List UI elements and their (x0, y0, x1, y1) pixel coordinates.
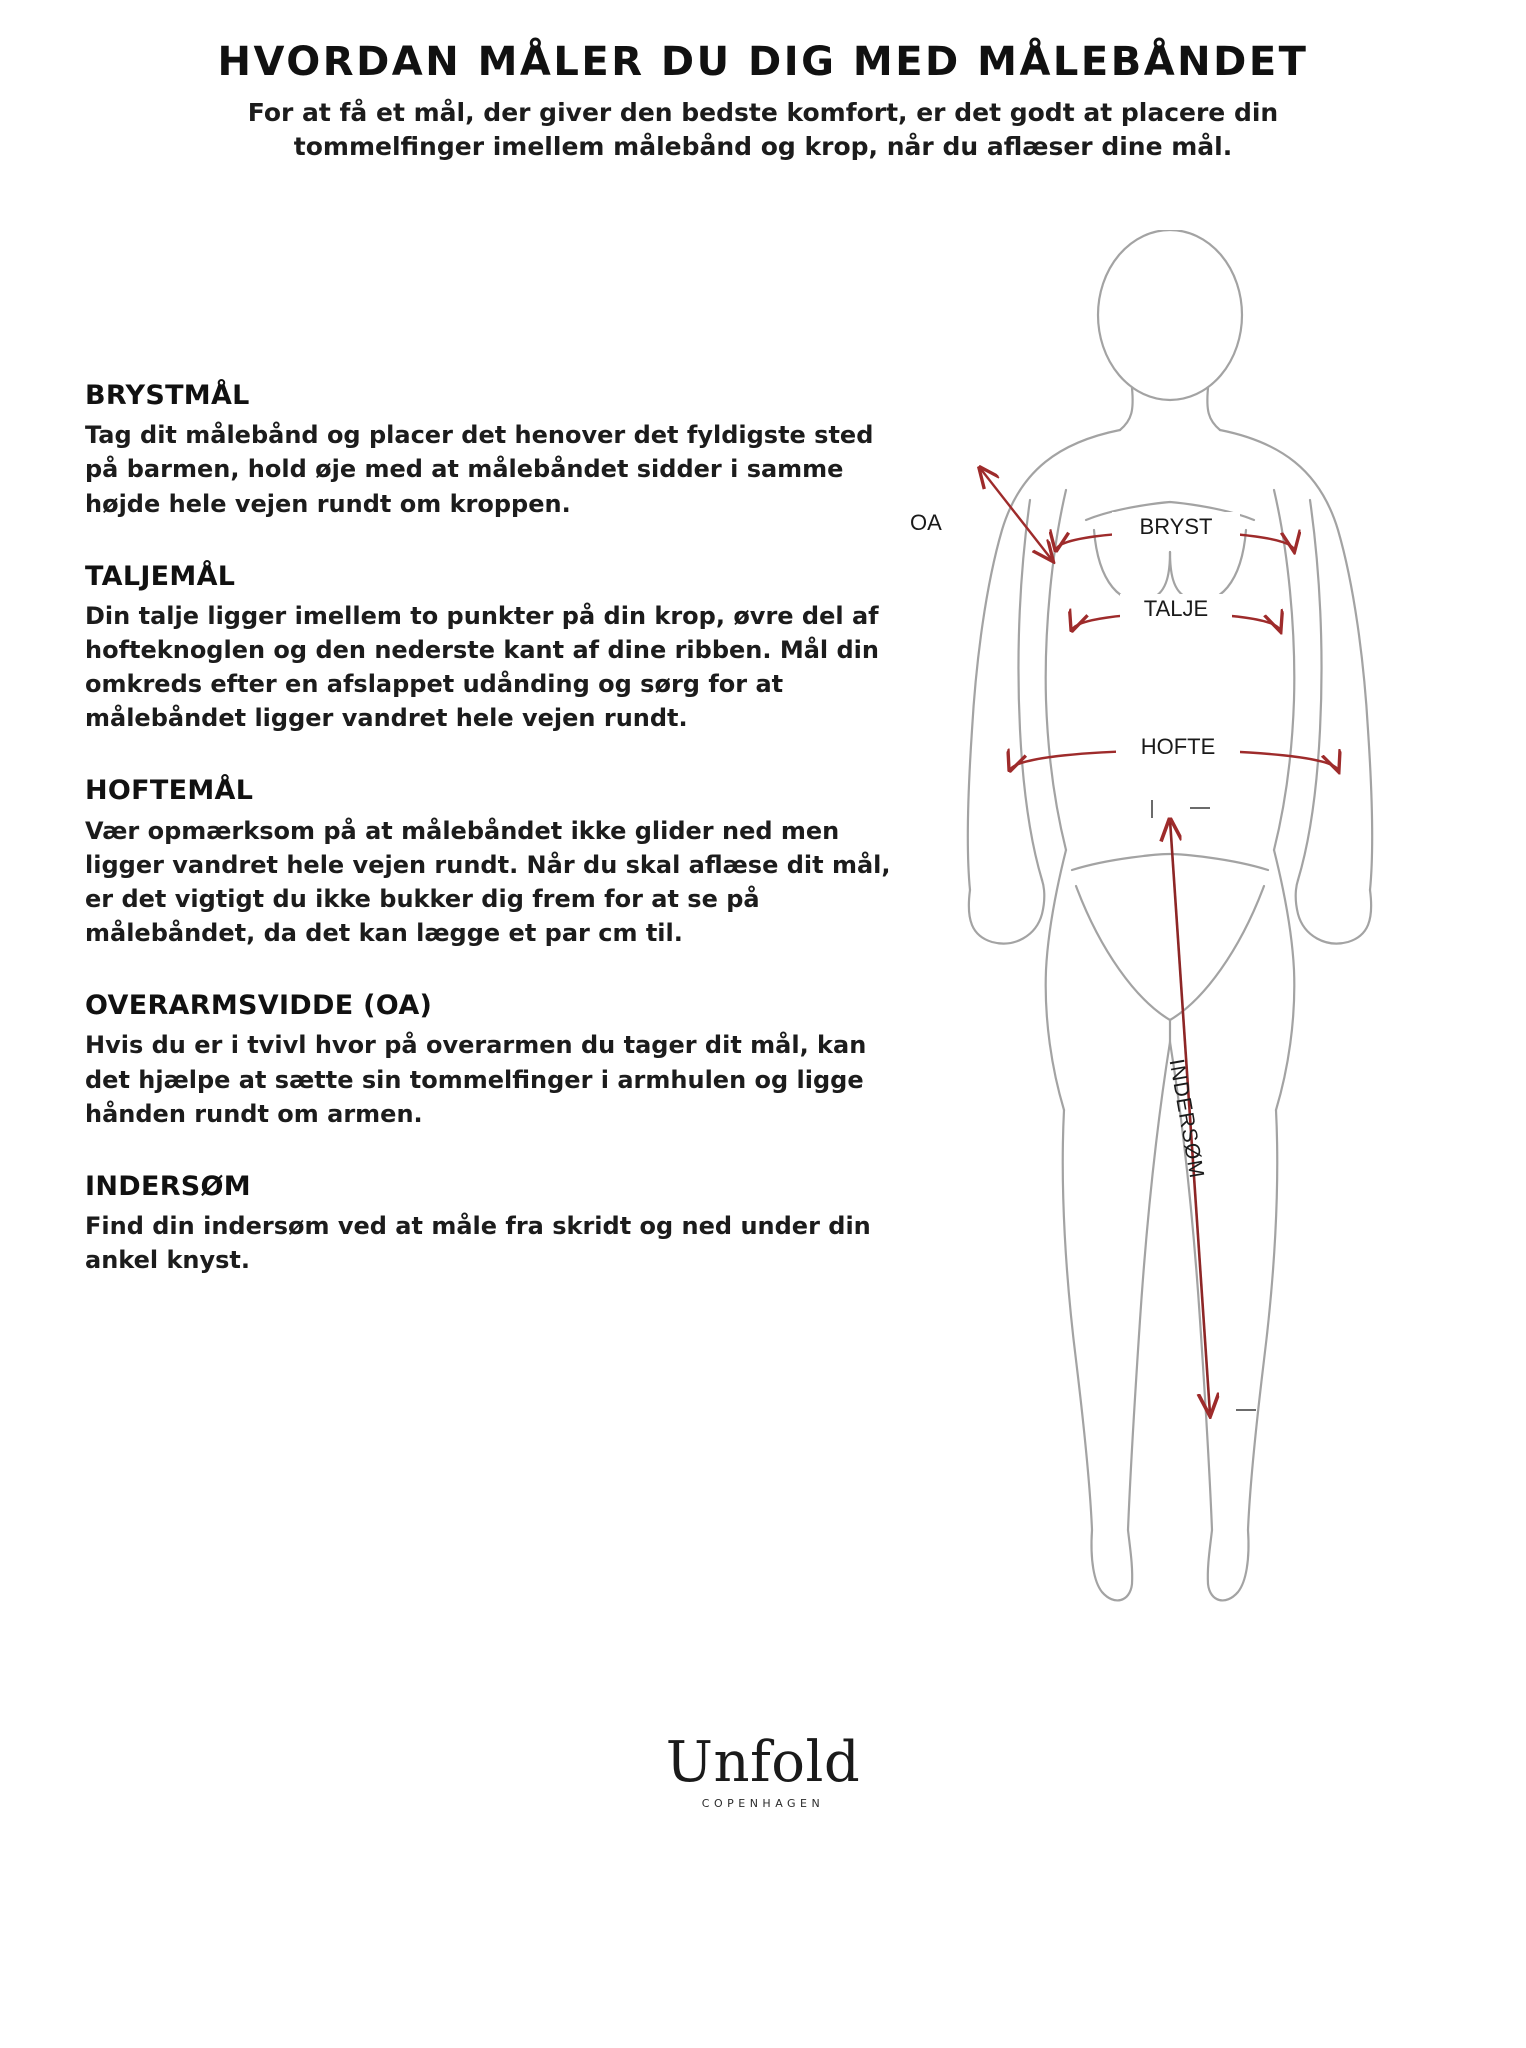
section-taljemaal (85, 561, 895, 736)
brand-logo (0, 1730, 1526, 1810)
instructions-column (85, 380, 895, 1317)
page-header (0, 40, 1526, 164)
section-hoftemaal (85, 775, 895, 950)
measure-label-oa: OA (910, 510, 942, 535)
brand-tagline: COPENHAGEN (701, 1797, 825, 1810)
section-heading: INDERSØM (85, 1170, 251, 1202)
body-measurement-diagram (880, 230, 1460, 1660)
section-body: Vær opmærksom på at målebåndet ikke glider ned men ligger vandret hele vejen rundt. Når du skal aflæse dit mål, er det vigtigt du ikke bukker dig frem for at se på målebåndet, da det kan lægge et par cm til. (85, 816, 891, 947)
measure-label-indersom: INDERSØM (1164, 1057, 1209, 1181)
measure-indersom (1152, 800, 1256, 1414)
section-heading: HOFTEMÅL (85, 775, 254, 807)
section-heading: OVERARMSVIDDE (OA) (85, 990, 433, 1022)
measure-talje (1072, 594, 1280, 630)
section-indersoem (85, 1171, 895, 1278)
measure-label-hofte: HOFTE (1140, 734, 1216, 759)
section-body: Find din indersøm ved at måle fra skridt og ned under din ankel knyst. (85, 1212, 871, 1275)
measure-label-bryst: BRYST (1139, 514, 1213, 539)
measure-oa (910, 468, 1052, 560)
section-heading: BRYSTMÅL (85, 380, 250, 411)
section-body: Hvis du er i tvivl hvor på overarmen du tager dit mål, kan det hjælpe at sætte sin tommelfinger i armhulen og ligge hånden rundt om armen. (85, 1031, 867, 1128)
measure-label-talje: TALJE (1143, 596, 1209, 621)
section-body: Tag dit målebånd og placer det henover det fyldigste sted på barmen, hold øje med at målebåndet sidder i samme højde hele vejen rundt om kroppen. (85, 421, 874, 518)
section-brystmaal (85, 380, 895, 521)
section-overarmsvidde (85, 990, 895, 1131)
page-subtitle: For at få et mål, der giver den bedste komfort, er det godt at placere din tommelfinger imellem målebånd og krop, når du aflæser dine mål. (247, 98, 1279, 161)
body-outline-silhouette (968, 230, 1372, 1600)
page-title: HVORDAN MÅLER DU DIG MED MÅLEBÅNDET (217, 39, 1309, 85)
section-body: Din talje ligger imellem to punkter på din krop, øvre del af hofteknoglen og den nederste kant af dine ribben. Mål din omkreds efter en afslappet udånding og sørg for at målebåndet ligger vandret hele vejen rundt. (85, 602, 879, 733)
section-heading: TALJEMÅL (85, 560, 236, 592)
brand-name: Unfold (665, 1730, 861, 1795)
